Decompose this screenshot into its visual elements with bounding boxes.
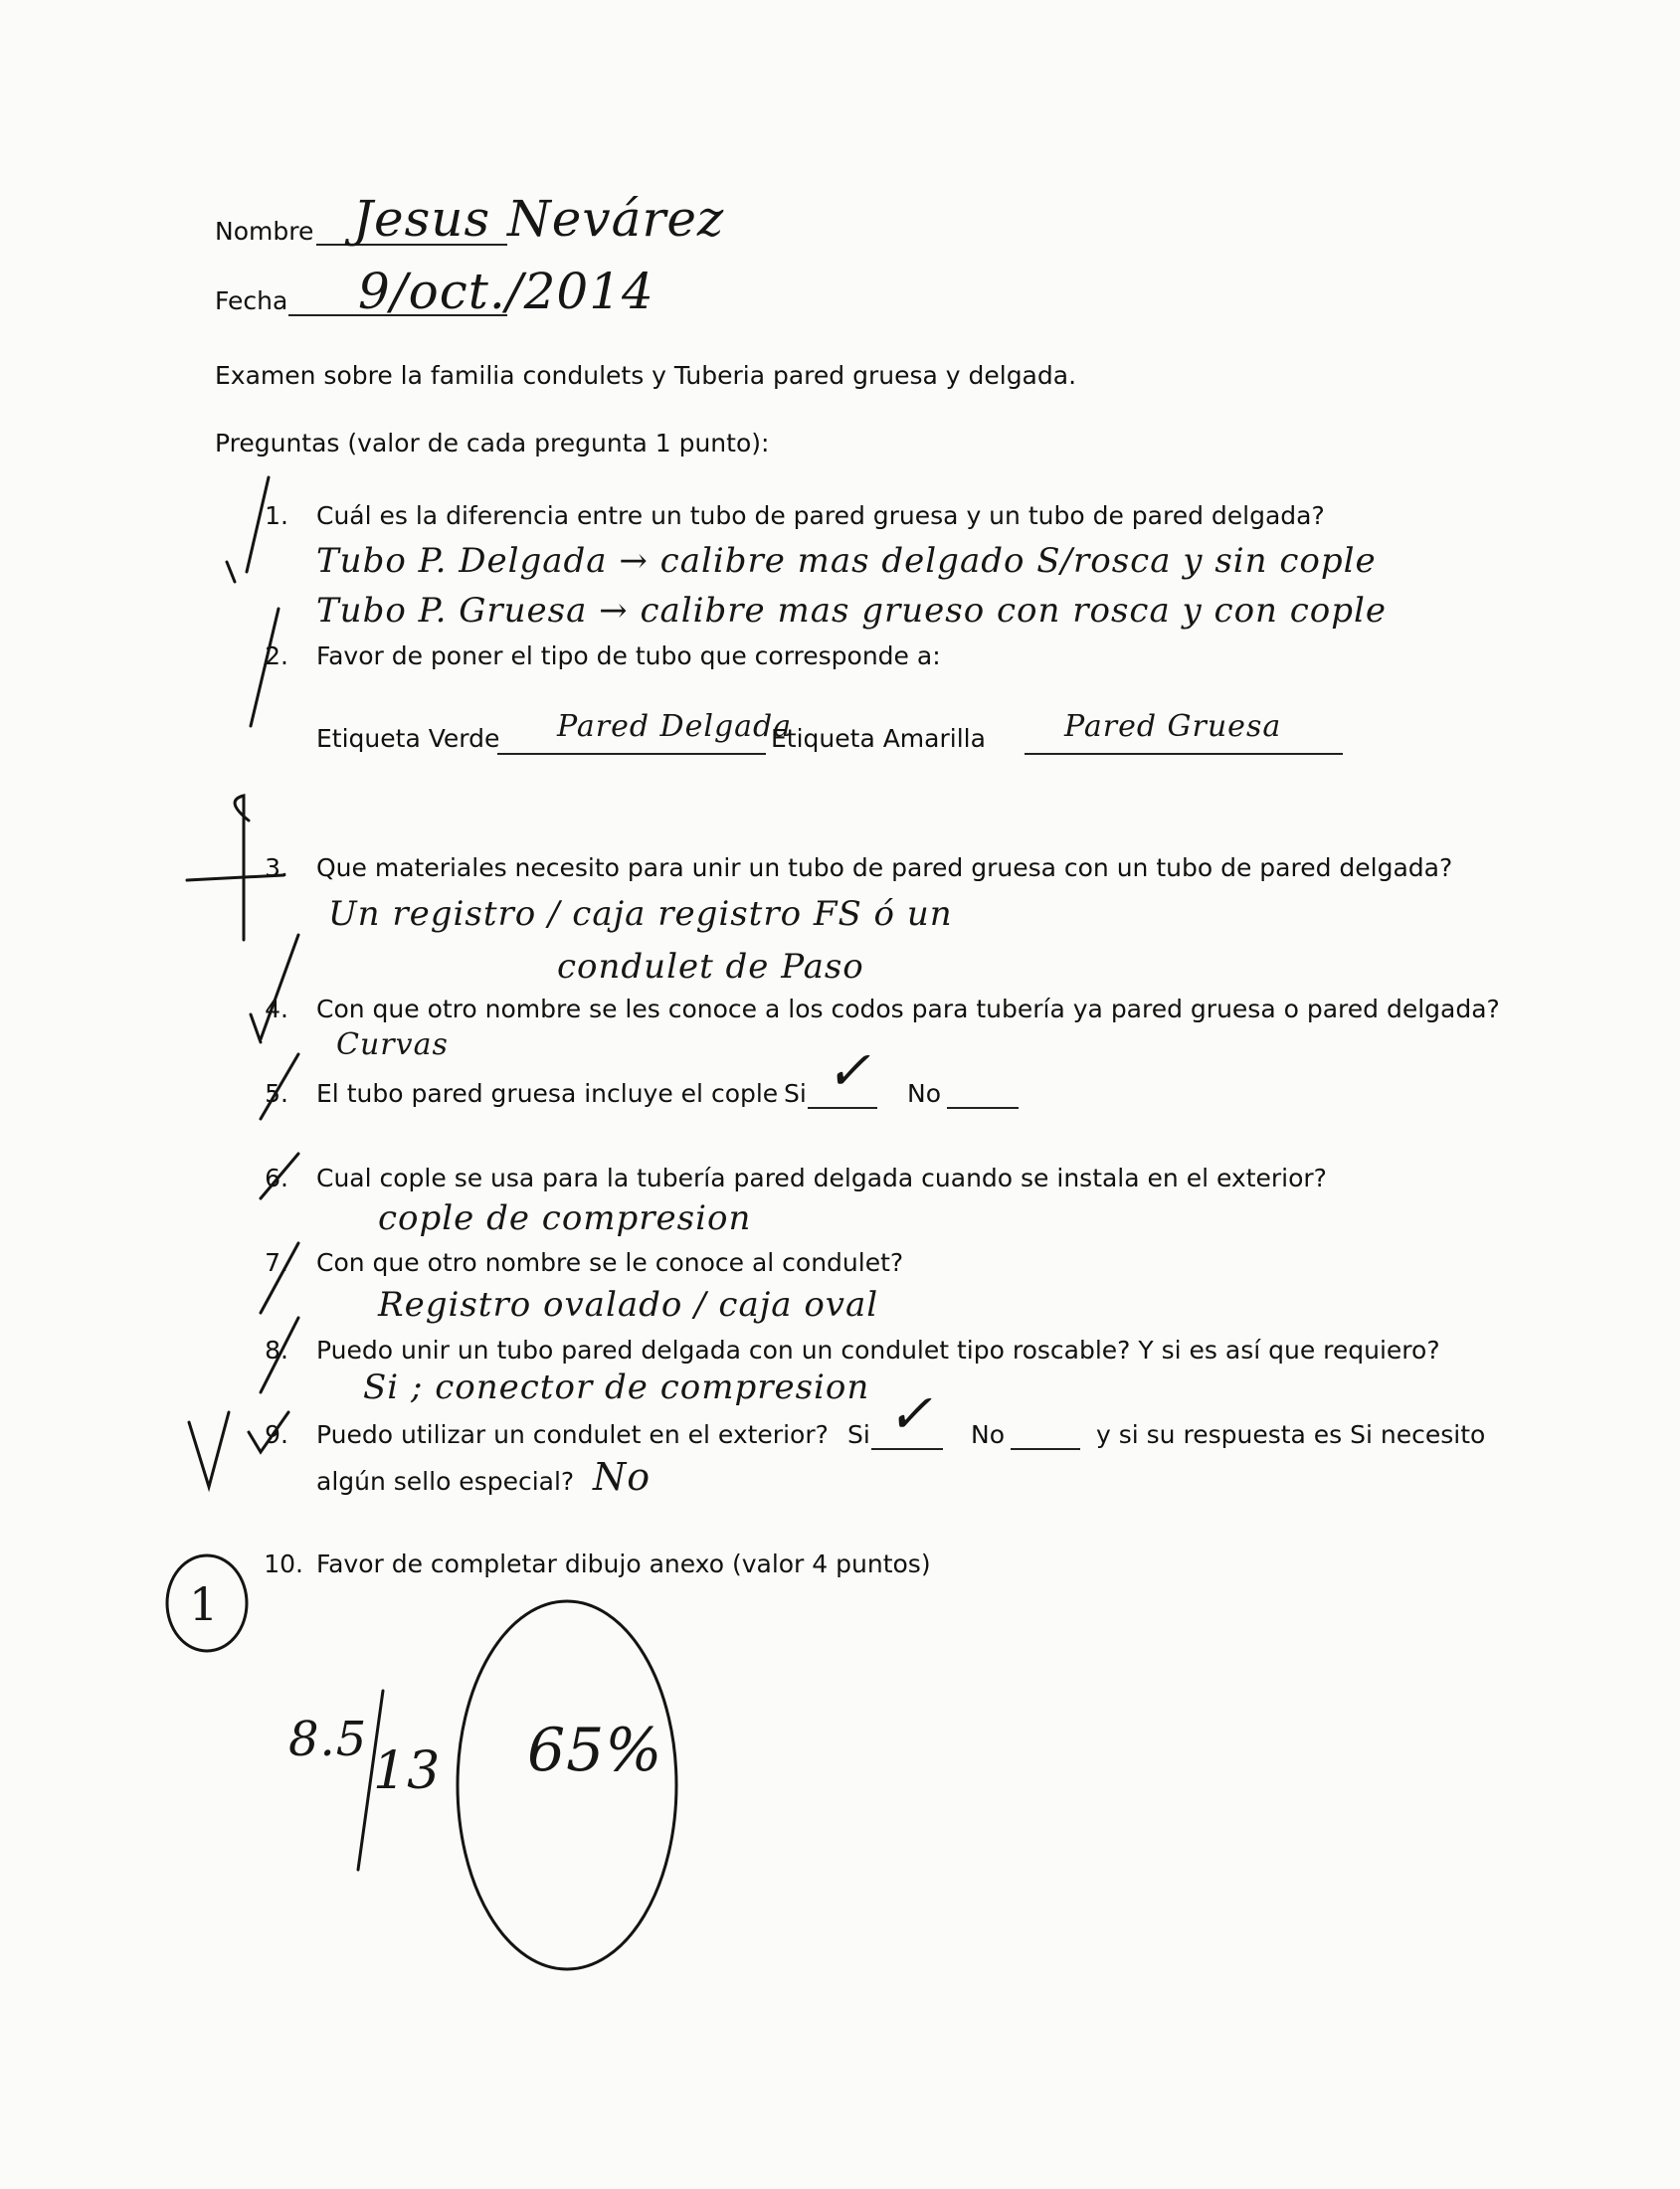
q5-si-check: ✓ — [826, 1039, 872, 1102]
q7-number: 7. — [265, 1248, 288, 1277]
q9-answer: No — [593, 1455, 652, 1499]
q3-text: Que materiales necesito para unir un tubo de pared gruesa con un tubo de pared delgada? — [316, 853, 1453, 882]
q8-number: 8. — [265, 1336, 288, 1365]
q9-text: Puedo utilizar un condulet en el exterior? — [316, 1420, 829, 1449]
q8-answer: Si ; conector de compresion — [363, 1368, 870, 1407]
q3-answer-line2: condulet de Paso — [557, 947, 864, 987]
q4-text: Con que otro nombre se les conoce a los codos para tubería ya pared gruesa o pared delgada? — [316, 995, 1500, 1023]
score-percent: 65% — [527, 1716, 663, 1785]
q9-no-label: No — [971, 1420, 1005, 1449]
q5-no-line — [947, 1107, 1019, 1109]
q5-no-label: No — [907, 1079, 941, 1108]
q9-text-line2: algún sello especial? — [316, 1467, 575, 1496]
q6-text: Cual cople se usa para la tubería pared delgada cuando se instala en el exterior? — [316, 1164, 1327, 1192]
score-numerator: 8.5 — [288, 1712, 368, 1767]
circled-score: 1 — [189, 1577, 220, 1631]
instructions: Preguntas (valor de cada pregunta 1 punto): — [215, 429, 770, 457]
score-circle-large — [458, 1601, 676, 1969]
q1-text: Cuál es la diferencia entre un tubo de pared gruesa y un tubo de pared delgada? — [316, 501, 1325, 530]
q5-si-line — [808, 1107, 877, 1109]
q1-answer-line1: Tubo P. Delgada → calibre mas delgado S/rosca y sin cople — [316, 541, 1377, 581]
name-label: Nombre — [215, 217, 314, 246]
q2-number: 2. — [265, 641, 288, 670]
q9-number: 9. — [265, 1420, 288, 1449]
q9-no-line — [1011, 1448, 1080, 1450]
q8-text: Puedo unir un tubo pared delgada con un condulet tipo roscable? Y si es así que requiero? — [316, 1336, 1440, 1365]
q3-answer-line1: Un registro / caja registro FS ó un — [328, 894, 953, 934]
q6-number: 6. — [265, 1164, 288, 1192]
date-label: Fecha — [215, 286, 288, 315]
q9-si-check: ✓ — [887, 1382, 934, 1445]
q9-si-line — [871, 1448, 943, 1450]
q7-text: Con que otro nombre se le conoce al condulet? — [316, 1248, 904, 1277]
green-line — [497, 753, 766, 755]
q10-text: Favor de completar dibujo anexo (valor 4 puntos) — [316, 1550, 931, 1578]
q10-number: 10. — [264, 1550, 303, 1578]
q9-text-after: y si su respuesta es Si necesito — [1096, 1420, 1486, 1449]
q6-answer: cople de compresion — [378, 1198, 752, 1238]
q3-number: 3. — [265, 853, 288, 882]
q2-text: Favor de poner el tipo de tubo que corresponde a: — [316, 641, 941, 670]
name-value: Jesus Nevárez — [353, 190, 725, 248]
q5-number: 5. — [265, 1079, 288, 1108]
q9-si-label: Si — [847, 1420, 870, 1449]
q7-answer: Registro ovalado / caja oval — [378, 1285, 879, 1325]
q4-number: 4. — [265, 995, 288, 1023]
yellow-answer: Pared Gruesa — [1064, 709, 1282, 744]
date-value: 9/oct./2014 — [358, 263, 654, 320]
score-denominator: 13 — [373, 1741, 442, 1801]
exam-title: Examen sobre la familia condulets y Tuberia pared gruesa y delgada. — [215, 361, 1077, 390]
yellow-line — [1025, 753, 1343, 755]
green-label: Etiqueta Verde — [316, 724, 500, 753]
q4-answer: Curvas — [336, 1027, 449, 1062]
q1-answer-line2: Tubo P. Gruesa → calibre mas grueso con rosca y con cople — [316, 591, 1388, 631]
yellow-label: Etiqueta Amarilla — [771, 724, 986, 753]
q5-text: El tubo pared gruesa incluye el cople — [316, 1079, 779, 1108]
q4-check-mark — [251, 935, 298, 1042]
q1-number: 1. — [265, 501, 288, 530]
q1-check-mark — [227, 477, 269, 582]
green-answer: Pared Delgada — [557, 709, 793, 744]
q5-si-label: Si — [784, 1079, 807, 1108]
